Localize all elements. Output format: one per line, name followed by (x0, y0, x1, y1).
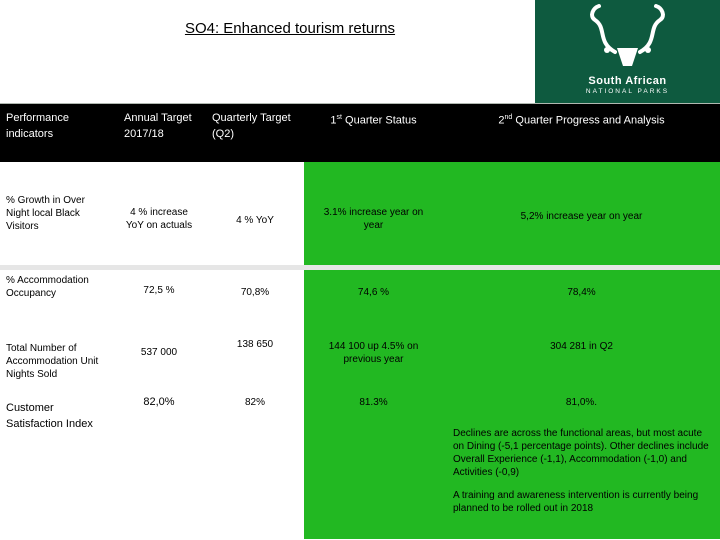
header-q2-label: Quarter Progress and Analysis (515, 114, 665, 127)
row1-q2 (443, 162, 720, 265)
row1-q1 (304, 162, 443, 265)
row2-q1 (304, 270, 443, 320)
row1-annual (112, 162, 206, 265)
header-q1-prefix: 1 (330, 114, 337, 127)
header-q1-label: Quarter Status (345, 114, 417, 127)
row4-annual (112, 388, 206, 539)
row4-q1-text: 81.3% (359, 397, 388, 408)
header-q2-progress (443, 104, 720, 162)
table-header-row (0, 104, 720, 162)
row1-annual-text: 4 % increase YoY on actuals (125, 207, 193, 231)
header-annual-target: Annual Target 2017/18 (112, 104, 206, 162)
row4-q2-note-declines: Declines are across the functional areas, but most acute on Dining (-5,1 percentage points). Other declines include Overall Experience (-1,1), Accommodation (-1,0) and Activities (-0,9) (453, 428, 709, 478)
row1-indicator: % Growth in Over Night local Black Visitors (6, 195, 85, 232)
row3-q1 (304, 320, 443, 388)
performance-table (0, 104, 720, 539)
row2-indicator: % Accommodation Occupancy (6, 275, 89, 299)
header-q2-prefix: 2 (498, 114, 505, 127)
logo-text-line2: NATIONAL PARKS (585, 88, 670, 95)
row3-annual-text: 537 000 (140, 347, 178, 358)
row4-quarterly-text: 82% (244, 397, 265, 408)
row4-indicator: Customer Satisfaction Index (6, 402, 93, 430)
row1-quarterly-text: 4 % YoY (236, 215, 274, 226)
row3-annual (112, 320, 206, 388)
row2-q1-text: 74,6 % (357, 287, 390, 298)
row4-q2-notes (453, 427, 712, 515)
row3-quarterly (206, 320, 304, 388)
row4-quarterly (206, 388, 304, 539)
table-row (0, 388, 720, 539)
row3-quarterly-text: 138 650 (236, 339, 274, 350)
row4-q2-text: 81,0%. (565, 397, 598, 408)
row2-quarterly-text: 70,8% (240, 287, 270, 298)
row4-annual-text: 82,0% (143, 396, 175, 408)
row2-annual-text: 72,5 % (143, 285, 175, 296)
logo-text-line1: South African (588, 75, 667, 87)
header-q2-superscript: nd (504, 114, 513, 121)
header-q1-status (304, 104, 443, 162)
row4-q1 (304, 388, 443, 539)
header-q1-superscript: st (336, 114, 342, 121)
header-performance-indicators: Performance indicators (0, 104, 112, 162)
table-row (0, 270, 720, 320)
table-row (0, 162, 720, 265)
row4-q2-note-training: A training and awareness intervention is currently being planned to be rolled out in 2018 (453, 490, 699, 514)
table-row (0, 320, 720, 388)
row2-quarterly (206, 270, 304, 320)
row2-q2-text: 78,4% (567, 287, 596, 298)
kudu-logo-icon (535, 0, 720, 75)
slide-title: SO4: Enhanced tourism returns (184, 20, 396, 37)
row4-q2 (443, 388, 720, 539)
row1-q2-text: 5,2% increase year on year (520, 211, 643, 222)
row3-indicator: Total Number of Accommodation Unit Nights Sold (6, 343, 99, 380)
row3-q2-text: 304 281 in Q2 (550, 341, 613, 352)
header-quarterly-target: Quarterly Target (Q2) (206, 104, 304, 162)
row1-quarterly (206, 162, 304, 265)
row1-q1-text: 3.1% increase year on year (323, 207, 424, 231)
row2-annual (112, 270, 206, 320)
sanparks-logo (535, 0, 720, 103)
row3-q1-text: 144 100 up 4.5% on previous year (328, 341, 419, 365)
row3-q2 (443, 320, 720, 388)
row2-q2 (443, 270, 720, 320)
